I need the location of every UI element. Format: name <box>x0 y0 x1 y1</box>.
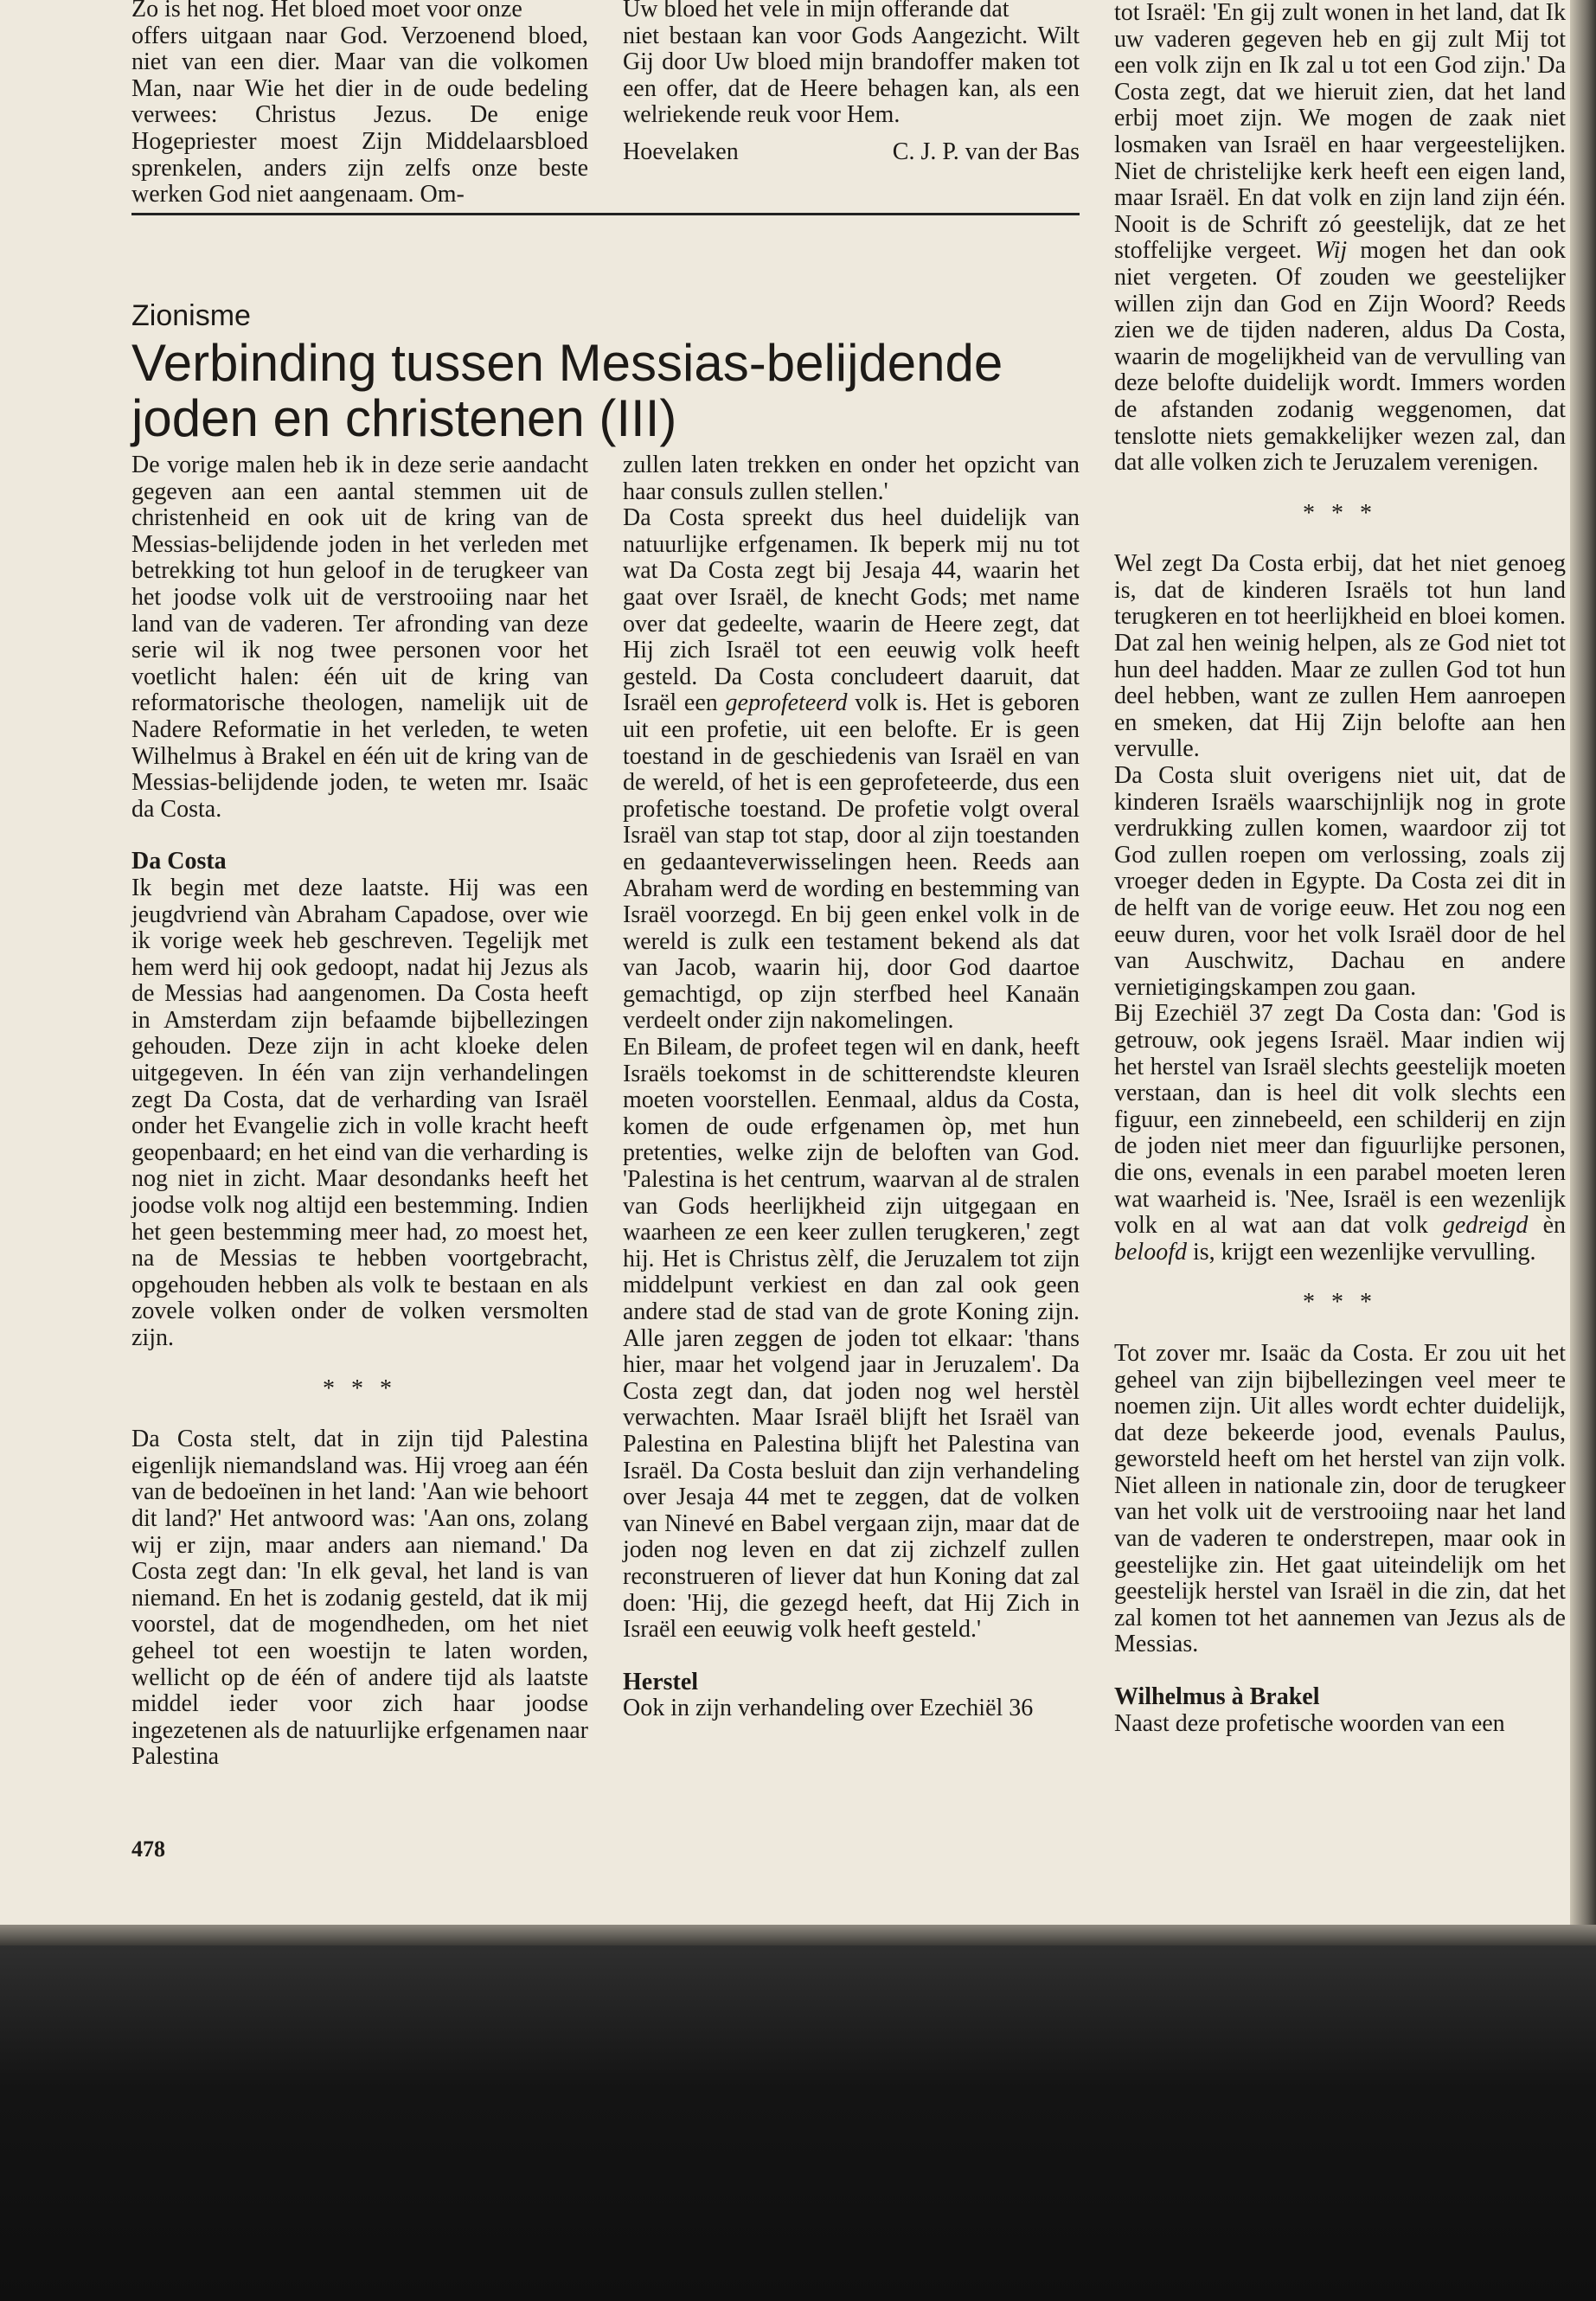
page-shadow <box>0 1925 1596 1945</box>
paragraph <box>1114 1001 1566 1266</box>
text-run: tot Israël: 'En gij zult wonen in het land, dat Ik uw vaderen gegeven heb en gij zult Mij tot een volk zijn en Ik zal u tot een God zijn.' Da Costa zegt, dat we hieruit zien, dat het land erbij moet zijn. We mogen de zaak niet losmaken van Israël en haar vergeestelijken. Niet de christelijke kerk heeft een eigen land, maar Israël. En dat volk en zijn land zijn één. Nooit is de Schrift zó geestelijk, dat ze het stoffelijke vergeet. <box>1114 0 1566 265</box>
emphasis: geprofeteerd <box>725 689 848 717</box>
previous-article-column-2 <box>623 0 1080 129</box>
text-run: Bij Ezechiël 37 zegt Da Costa dan: 'God is getrouw, ook jegens Israël. Maar indien wij het herstel van Israël slechts geestelijk moeten verstaan, dan is heel dit volk slechts een figuur, een zinnebeeld, een schilderij en zijn de joden niet meer dan figuurlijke personen, die ons, evenals in een parabel moeten leren wat waarheid is. 'Nee, Israël is een wezenlijk volk en al wat aan dat volk <box>1114 1000 1566 1240</box>
emphasis: gedreigd <box>1442 1212 1529 1240</box>
previous-article-column-1 <box>131 0 588 208</box>
paragraph: Da Costa stelt, dat in zijn tijd Palestina eigenlijk niemandsland was. Hij vroeg aan één van de bedoeïnen in het land: 'Aan wie behoort dit land?' Het antwoord was: 'Aan ons, zolang wij er zijn, maar anders aan niemand.' Da Costa zegt dan: 'In elk geval, het land is van niemand. En het is zodanig gesteld, dat ik mij voorstel, dat de mogendheden, om het niet geheel tot een woestijn te laten worden, wellicht op de één of andere tijd als laatste middel ieder voor zich haar joodse ingezetenen als de natuurlijke erfgenamen naar Palestina <box>131 1426 588 1771</box>
previous-article-line: Uw bloed het vele in mijn offerande dat <box>623 0 1010 22</box>
paragraph: zullen laten trekken en onder het opzicht van haar consuls zullen stellen.' <box>623 452 1080 505</box>
byline-place: Hoevelaken <box>623 138 739 165</box>
emphasis: beloofd <box>1114 1238 1187 1266</box>
emphasis: Wij <box>1314 237 1348 265</box>
paragraph: Ik begin met deze laatste. Hij was een jeugdvriend vàn Abraham Capadose, over wie ik vorige week heb geschreven. Tegelijk met hem werd hij ook gedoopt, nadat hij Jezus als de Messias had aangenomen. Da Costa heeft in Amsterdam zijn befaamde bijbellezingen gehouden. Deze zijn in acht kloeke delen uitgegeven. In één van zijn verhandelingen zegt Da Costa, dat de verharding van Israël onder het Evangelie zich in volle kracht heeft geopenbaard; en het eind van die verharding is nog niet in zicht. Maar desondanks heeft het joodse volk nog altijd een bestemming. Indien het geen bestemming meer had, zo moest het, na de Messias te hebben voortgebracht, opgehouden hebben als volk te bestaan en als zovele volken onder de volken versmolten zijn. <box>131 874 588 1351</box>
text-run: Da Costa spreekt dus heel duidelijk van natuurlijke erfgenamen. Ik beperk mij nu tot wat Da Costa zegt bij Jesaja 44, waarin het gaat over Israël, de knecht Gods; met name over dat gedeelte, waarin de Heere zegt, dat Hij zich Israël tot een eeuwig volk heeft gesteld. Da Costa concludeert daaruit, dat Israël een <box>623 504 1080 717</box>
previous-article-text: offers uitgaan naar God. Verzoenend bloed, niet van een dier. Maar van die volkomen Man, naar Wie het dier in de oude bedeling verwees: Christus Jezus. De enige Hogepriester moest Zijn Middelaarsbloed sprenkelen, anders zijn zelfs onze beste werken God niet aangenaam. Om- <box>131 22 588 208</box>
subheading-da-costa: Da Costa <box>131 848 227 875</box>
paragraph: Naast deze profetische woorden van een <box>1114 1709 1505 1737</box>
section-kicker: Zionisme <box>131 299 251 332</box>
article-column-1 <box>131 452 588 1771</box>
paragraph: Tot zover mr. Isaäc da Costa. Er zou uit het geheel van zijn bijbellezingen veel meer te noemen zijn. Uit alles wordt echter duidelijk, dat deze bekeerde jood, evenals Paulus, geworsteld heeft om het herstel van zijn volk. Niet alleen in nationale zin, door de terugkeer van het volk uit de verstrooiing naar het land van de vaderen te onderstrepen, maar ook in geestelijke zin. Het gaat uiteindelijk om het geestelijk herstel van Israël in die zin, dat het zal komen tot het aannemen van Jezus als de Messias. <box>1114 1339 1566 1658</box>
text-run: èn <box>1528 1212 1566 1240</box>
article-column-3 <box>1114 0 1566 1737</box>
text-run: volk is. Het is geboren uit een profetie, uit een belofte. Er is geen toestand in de geschiedenis van Israël en van de wereld, of het is een geprofeteerde, dus een profetische toestand. De profetie volgt overal Israël van stap tot stap, door al zijn toestanden en gedaanteverwisselingen heen. Reeds aan Abraham werd de wording en bestemming van Israël voorzegd. En bij geen enkel volk in de wereld is zulk een testament bekend als dat van Jacob, waarin hij, door God daartoe gemachtigd, op zijn sterfbed heel Kanaän verdeelt onder zijn nakomelingen. <box>623 689 1080 1035</box>
previous-article-line: Zo is het nog. Het bloed moet voor onze <box>131 0 522 22</box>
paragraph: Wel zegt Da Costa erbij, dat het niet genoeg is, dat de kinderen Israëls tot hun land terugkeren en tot heerlijkheid en bloei komen. Dat zal hen weinig helpen, als ze God niet tot hun deel hadden. Maar ze zullen God tot hun deel hebben, want ze zullen Hem aanroepen en smeken, dat Hij Zijn belofte aan hen vervulle. <box>1114 550 1566 763</box>
byline-author: C. J. P. van der Bas <box>892 138 1080 165</box>
subheading-herstel: Herstel <box>623 1668 699 1695</box>
paragraph: Ook in zijn verhandeling over Ezechiël 36 <box>623 1695 1034 1722</box>
section-break-stars: * * * <box>323 1375 397 1402</box>
paragraph: De vorige malen heb ik in deze serie aandacht gegeven aan een aantal stemmen uit de christenheid en ook uit de kring van de Messias-belijdende joden in het verleden met betrekking tot hun geloof in de terugkeer van het joodse volk uit de verstrooiing naar het land van de vaderen. Ter afronding van deze serie wil ik nog twee personen voor het voetlicht halen: één uit de kring van reformatorische theologen, namelijk uit de Nadere Reformatie in het verleden, te weten Wilhelmus à Brakel en één uit de kring van de Messias-belijdende joden, te weten mr. Isaäc da Costa. <box>131 452 588 823</box>
subheading-brakel: Wilhelmus à Brakel <box>1114 1683 1320 1711</box>
paragraph <box>1114 0 1566 477</box>
section-break-stars: * * * <box>1303 499 1377 527</box>
text-run: is, krijgt een wezenlijke vervulling. <box>1187 1238 1536 1266</box>
previous-article-text: niet bestaan kan voor Gods Aangezicht. Wilt Gij door Uw bloed mijn brandoffer maken tot een offer, dat de Heere behagen kan, als een welriekende reuk voor Hem. <box>623 22 1080 129</box>
paragraph: Da Costa sluit overigens niet uit, dat de kinderen Israëls waarschijnlijk nog in grote verdrukking zullen komen, waardoor zij tot God zullen roepen om verlossing, zoals zij vroeger deden in Egypte. Da Costa zei dit in de helft van de vorige eeuw. Het zou nog een eeuw duren, voor het volk Israël door de hel van Auschwitz, Dachau en andere vernietigingskampen zou gaan. <box>1114 762 1566 1001</box>
section-break-stars: * * * <box>1303 1289 1377 1317</box>
article-column-2 <box>623 452 1080 1722</box>
article-headline: Verbinding tussen Messias-belijdende joden en christenen (III) <box>131 334 1003 447</box>
paragraph: En Bileam, de profeet tegen wil en dank, heeft Israëls toekomst in de schitterendste kleuren moeten voorstellen. Eenmaal, aldus da Costa, komen de oude erfgenamen òp, met hun pretenties, welke zijn de beloften van God. 'Palestina is het centrum, waarvan al de stralen van Gods heerlijkheid zijn uitgegaan en waarheen ze een keer zullen terugkeren,' zegt hij. Het is Christus zèlf, die Jeruzalem tot zijn middelpunt verkiest en dan zal ook geen andere stad de stad van de grote Koning zijn. Alle jaren zeggen de joden tot elkaar: 'thans hier, maar het volgend jaar in Jeruzalem'. Da Costa zegt dan, dat joden nog wel herstèl verwachten. Maar Israël blijft het Israël van Palestina en Palestina blijft het Palestina van Israël. Da Costa besluit dan zijn verhandeling over Jesaja 44 met te zeggen, dat de volken van Ninevé en Babel vergaan zijn, maar dat de joden nog leven en dat zij zichzelf zullen reconstrueren of liever dat hun Koning dat zal doen: 'Hij, die gezegd heeft, dat Hij Zich in Israël een eeuwig volk heeft gesteld.' <box>623 1034 1080 1644</box>
binding-edge <box>1570 0 1596 1925</box>
paragraph <box>623 505 1080 1035</box>
text-run: mogen het dan ook niet vergeten. Of zouden we geestelijker willen zijn dan God en Zijn Woord? Reeds zien we de tijden naderen, aldus Da Costa, waarin de mogelijkheid van de vervulling van deze belofte duidelijk wordt. Immers worden de afstanden zodanig weggenomen, dat tenslotte niets gemakkelijker wezen zal, dan dat alle volken zich te Jeruzalem verenigen. <box>1114 237 1566 477</box>
section-divider-rule <box>131 213 1080 215</box>
background-surface <box>0 1945 1596 2301</box>
page-number: 478 <box>131 1836 165 1862</box>
previous-article-byline <box>623 138 1080 166</box>
